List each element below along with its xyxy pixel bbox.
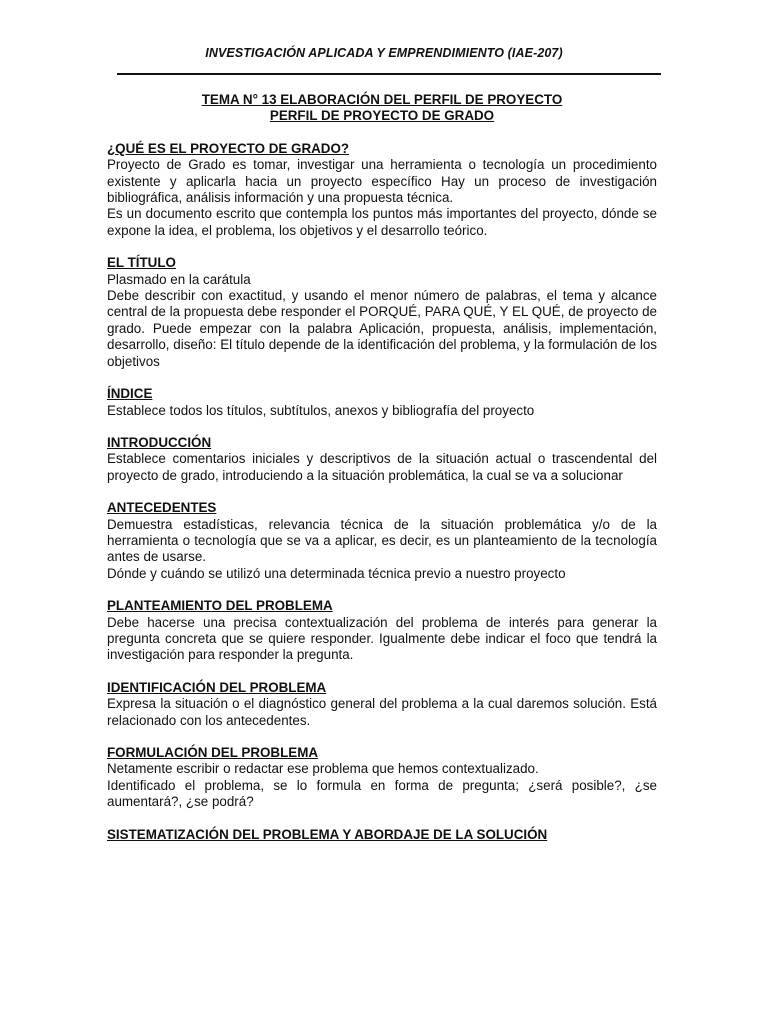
section-titulo <box>107 255 657 370</box>
paragraph: Plasmado en la carátula <box>107 271 251 287</box>
section-heading: SISTEMATIZACIÓN DEL PROBLEMA Y ABORDAJE DE LA SOLUCIÓN <box>107 826 548 842</box>
document-title <box>107 92 657 125</box>
section-indice <box>107 386 657 419</box>
paragraph: Proyecto de Grado es tomar, investigar una herramienta o tecnología un procedimiento existente y aplicarla hacia un proyecto específico Hay un proceso de investigación bibliográfica, análisis información y una propuesta técnica. <box>107 157 657 206</box>
section-que-es <box>107 141 657 239</box>
paragraph: Establece todos los títulos, subtítulos, anexos y bibliografía del proyecto <box>107 402 535 418</box>
section-heading: IDENTIFICACIÓN DEL PROBLEMA <box>107 679 327 695</box>
header-divider <box>117 73 661 75</box>
title-line-1: TEMA N° 13 ELABORACIÓN DEL PERFIL DE PROYECTO <box>201 92 563 107</box>
section-introduccion <box>107 435 657 484</box>
section-heading: INTRODUCCIÓN <box>107 434 212 450</box>
section-formulacion <box>107 745 657 811</box>
document-body <box>107 92 657 843</box>
section-heading: EL TÍTULO <box>107 255 176 271</box>
section-sistematizacion <box>107 827 657 843</box>
paragraph: Es un documento escrito que contempla los puntos más importantes del proyecto, dónde se expone la idea, el problema, los objetivos y el desarrollo teórico. <box>107 206 657 238</box>
section-heading: ANTECEDENTES <box>107 500 217 516</box>
paragraph: Dónde y cuándo se utilizó una determinada técnica previo a nuestro proyecto <box>107 565 566 581</box>
section-heading: ¿QUÉ ES EL PROYECTO DE GRADO? <box>107 140 350 156</box>
paragraph: Establece comentarios iniciales y descriptivos de la situación actual o trascendental del proyecto de grado, introduciendo a la situación problemática, la cual se va a solucionar <box>107 451 657 483</box>
paragraph: Demuestra estadísticas, relevancia técnica de la situación problemática y/o de la herramienta o tecnología que se va a aplicar, es decir, es un planteamiento de la tecnología antes de usarse. <box>107 516 657 565</box>
section-heading: ÍNDICE <box>107 386 153 402</box>
paragraph: Debe hacerse una precisa contextualización del problema de interés para generar la pregunta concreta que se quiere responder. Igualmente debe indicar el foco que tendrá la investigación para responder la pregunta. <box>107 614 657 663</box>
paragraph: Netamente escribir o redactar ese problema que hemos contextualizado. <box>107 761 539 777</box>
paragraph: Identificado el problema, se lo formula en forma de pregunta; ¿será posible?, ¿se aumentará?, ¿se podrá? <box>107 777 657 810</box>
title-line-2: PERFIL DE PROYECTO DE GRADO <box>269 108 495 124</box>
paragraph: Debe describir con exactitud, y usando el menor número de palabras, el tema y alcance central de la propuesta debe responder el PORQUÉ, PARA QUÉ, Y EL QUÉ, de proyecto de grado. Puede empezar con la palabra Aplicación, propuesta, análisis, implementación, desarrollo, diseño: El título depende de la identificación del problema, y la formulación de los objetivos <box>107 288 657 369</box>
section-heading: PLANTEAMIENTO DEL PROBLEMA <box>107 598 333 614</box>
section-planteamiento <box>107 598 657 664</box>
page-header: INVESTIGACIÓN APLICADA Y EMPRENDIMIENTO (IAE-207) <box>205 46 563 60</box>
section-antecedentes <box>107 500 657 582</box>
section-heading: FORMULACIÓN DEL PROBLEMA <box>107 745 319 760</box>
section-identificacion <box>107 680 657 729</box>
paragraph: Expresa la situación o el diagnóstico general del problema a la cual daremos solución. Está relacionado con los antecedentes. <box>107 696 657 728</box>
